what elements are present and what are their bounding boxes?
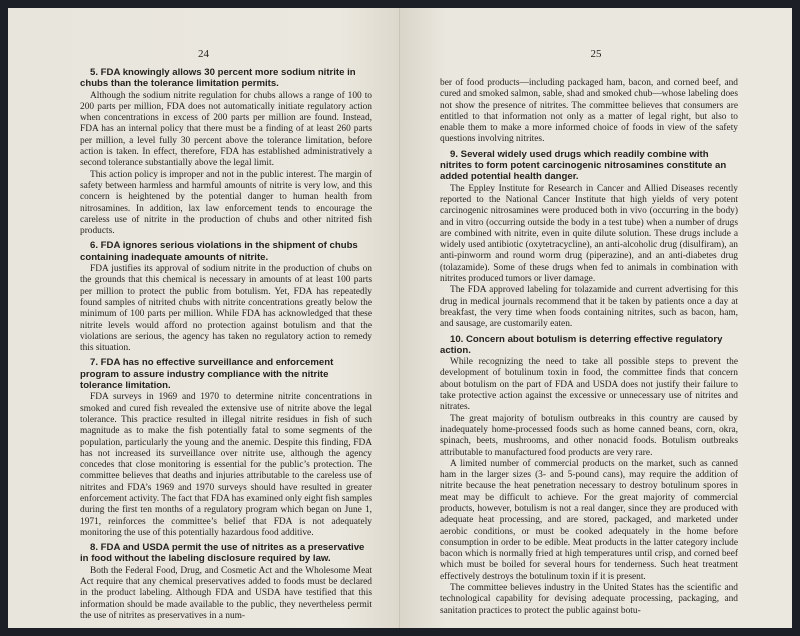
page-number: 24 <box>198 48 209 60</box>
section-heading: 5. FDA knowingly allows 30 percent more sodium nitrite in chubs than the tolerance limitation permits. <box>80 67 356 90</box>
paragraph: Both the Federal Food, Drug, and Cosmetic Act and the Wholesome Meat Act require that any chemical preservatives added to foods must be declared in the product labeling. Although FDA and USDA have testified that this information should be made available to the public, they nevertheless permit the use of nitrites as preservatives in a num- <box>80 565 372 621</box>
paragraph: The FDA approved labeling for tolazamide and current advertising for this drug in medical journals recommend that it be taken by patients once a day at breakfast, the very time when foods containing nitrites, such as bacon, ham, and sausage, are customarily eaten. <box>440 285 738 330</box>
paragraph: FDA surveys in 1969 and 1970 to determine nitrite concentrations in smoked and cured fish revealed the extensive use of nitrite above the legal tolerance. This practice resulted in illegal nitrite residues in fish of such magnitude as to make the fish potentially fatal to some segments of the population, particularly the young and the anemic. Despite this finding, FDA has not increased its surveillance over nitrite use, although the agency concedes that close monitoring is essential for the public’s protection. The committee believes that deaths and injuries attributable to the careless use of nitrites and FDA’s 1969 and 1970 surveys should have resulted in greater enforcement activity. The fact that FDA has examined only eight fish samples during the first ten months of a regulatory program which began on June 1, 1971, reinforces the committee’s belief that FDA is not adequately monitoring the use of this potentially hazardous food additive. <box>80 392 372 538</box>
left-page <box>8 8 400 628</box>
paragraph: Although the sodium nitrite regulation for chubs allows a range of 100 to 200 parts per million, FDA does not automatically initiate regulatory action when concentrations in excess of 200 parts per million are found. Instead, FDA has an internal policy that there must be a finding of at least 260 parts per million, a level fully 30 percent above the tolerance limitation, before action is taken. In effect, therefore, FDA has established administratively a second tolerance substantially above the legal limit. <box>80 90 372 169</box>
page-text <box>80 64 372 622</box>
section-heading: 10. Concern about botulism is deterring effective regulatory action. <box>440 333 723 356</box>
paragraph: While recognizing the need to take all possible steps to prevent the development of botulinum toxin in food, the committee finds that concern about botulism on the part of FDA and USDA does not justify their failure to take protective action against the excessive or unnecessary use of nitrites and nitrates. <box>440 357 738 413</box>
paragraph: ber of food products—including packaged ham, bacon, and corned beef, and cured and smoked salmon, sable, shad and smoked chub—whose labeling does not show the presence of nitrites. The committee believes that consumers are entitled to that information not only as a matter of legal right, but also to enable them to make a more informed choice of foods in view of the safety questions involving nitrites. <box>440 78 738 145</box>
paragraph: The committee believes industry in the United States has the scientific and technological capability for devising adequate processing, packaging, and sanitation practices to protect the public against botu- <box>440 583 738 616</box>
page-text <box>440 78 738 617</box>
book-spread <box>8 8 792 628</box>
right-page <box>400 8 792 628</box>
page-number: 25 <box>590 48 602 60</box>
paragraph: FDA justifies its approval of sodium nitrite in the production of chubs on the grounds that this chemical is necessary in amounts of at least 100 parts per million to protect the public from botulism. Yet, FDA has repeatedly found samples of nitrited chubs with nitrite concentrations greatly below the minimum of 100 parts per million. While FDA has acknowledged that these nitrite levels would afford no protection against botulism and that the violations are serious, the agency has taken no regulatory action to remedy this situation. <box>80 264 372 354</box>
section-heading: 9. Several widely used drugs which readily combine with nitrites to form potent carcinogenic nitrosamines constitute an added potential health danger. <box>440 148 727 183</box>
section-heading: 7. FDA has no effective surveillance and enforcement program to assure industry compliance with the nitrite tolerance limitation. <box>80 357 334 392</box>
section-heading: 8. FDA and USDA permit the use of nitrites as a preservative in food without the labeling disclosure required by law. <box>80 542 365 565</box>
section-heading: 6. FDA ignores serious violations in the shipment of chubs containing inadequate amounts of nitrite. <box>80 240 358 263</box>
paragraph: This action policy is improper and not in the public interest. The margin of safety between harmless and harmful amounts of nitrite is very low, and this concern is heightened by the potential danger to human health from nitrosamines. In addition, lax law enforcement tends to encourage the careless use of nitrite in the production of chubs and other nitrited fish products. <box>80 169 372 237</box>
paragraph: The Eppley Institute for Research in Cancer and Allied Diseases recently reported to the National Cancer Institute that high yields of very potent carcinogenic nitrosamines were produced both in vivo (occurring in the body) and in vitro (occurring outside the body in a test tube) when a number of drugs are combined with nitrite, even in quite dilute solution. These drugs include a widely used antibiotic (oxytetracycline), an anti-alcoholic drug (disulfiram), an anti-pinworm and round worm drug (piperazine), and an anti-diabetes drug (tolazamide). Some of these drugs when fed to animals in combination with nitrites produced tumors or liver damage. <box>440 183 738 285</box>
paragraph: A limited number of commercial products on the market, such as canned ham in the larger sizes (3- and 5-pound cans), may require the addition of nitrite because the heat penetration necessary to destroy botulinum spores in meat may be difficult to achieve. For the great majority of commercial products, however, botulism is not a real danger, since they are produced with adequate heat processing, and are stored, packaged, and marketed under aerobic conditions, or must be cooked adequately in the home before consumption in order to be edible. Meat products in the latter category include bacon which is normally fried at high temperatures until crisp, and corned beef which must be boiled for several hours for tenderness. Such heat treatment effectively destroys the botulinum toxin if it is present. <box>440 458 738 582</box>
paragraph: The great majority of botulism outbreaks in this country are caused by inadequately home-processed foods such as home canned beans, corn, okra, spinach, beets, mushrooms, and other nonacid foods. Botulism outbreaks attributable to manufactured food products are very rare. <box>440 413 738 458</box>
